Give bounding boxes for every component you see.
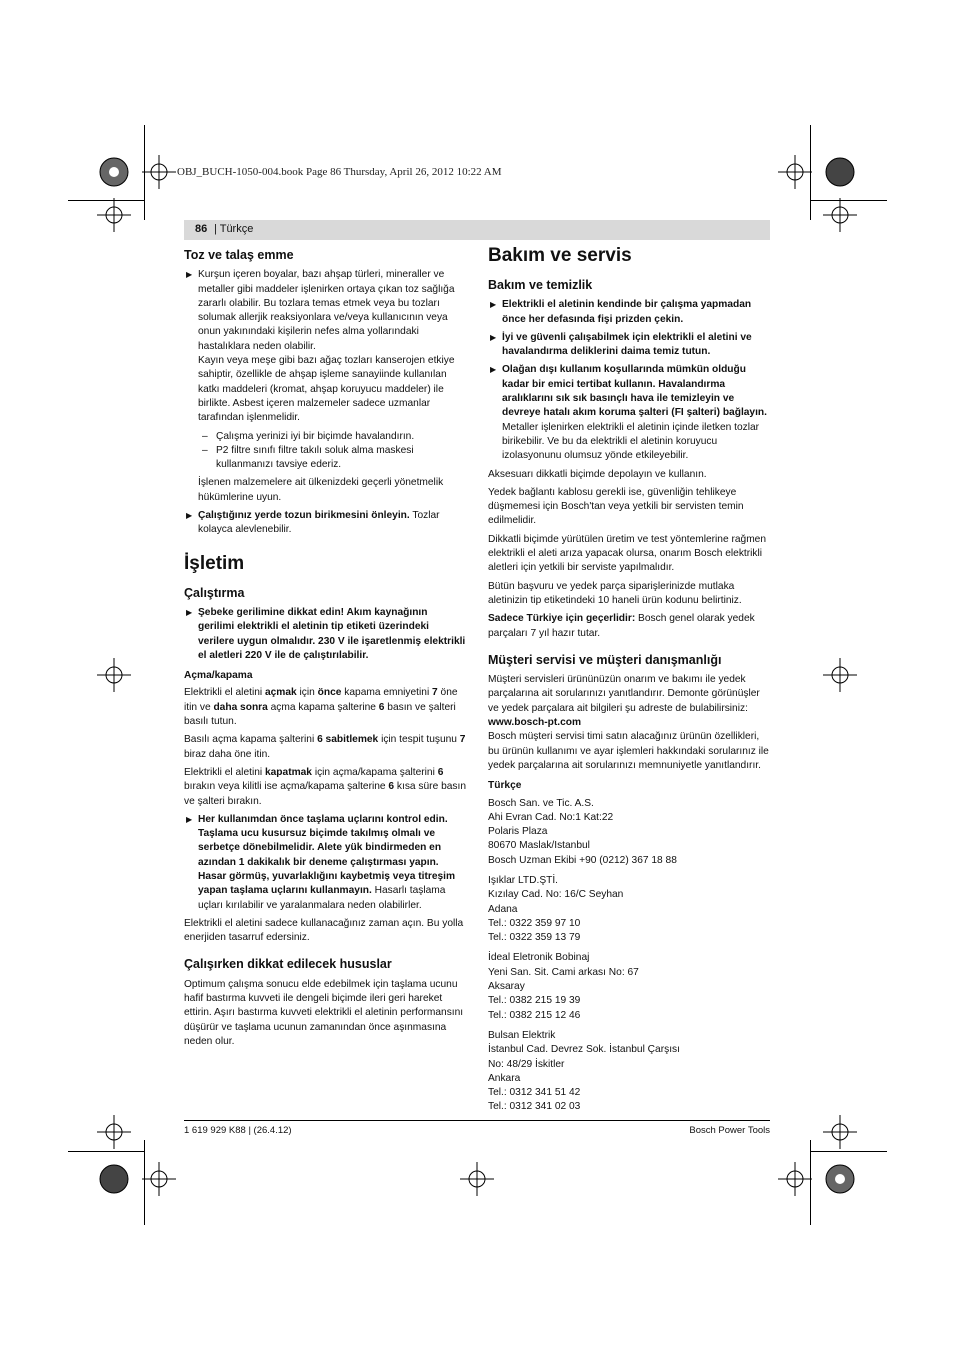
dash-text: P2 filtre sınıfı filtre takılı soluk alma maskesi kullanmanızı tavsiye ederiz. xyxy=(216,444,414,471)
care-p5-text: Bosch genel olarak yedek parçaları 7 yıl hazır tutar. xyxy=(488,613,755,639)
bullet-bold: Her kullanımdan önce taşlama uçlarını kontrol edin. Taşlama ucu kusursuz biçimde takılmış olmalı ve serbetçe dönebilmelidir. Alete yük bindirmeden en azından 1 dakikalık bir deneme çalıştırması yapın. Hasar görmüş, yuvarlaklığını kaybetmiş veya titreşim yapan taşlama uçlarını kullanmayın. xyxy=(198,813,456,897)
left-column xyxy=(184,248,466,1053)
address-line: 80670 Maslak/Istanbul xyxy=(488,840,590,852)
bullet-bold: Olağan dışı kullanım koşullarında mümkün olduğu kadar bir emici tertibat kullanın. Havalandırma aralıklarını sık sık basınçlı hava ile temizleyin ve devreye hatalı akım koruma şalteri (FI şalteri) bağlayın. xyxy=(502,364,767,419)
bullet-item xyxy=(184,509,466,538)
triangle-bullet-icon: ▶ xyxy=(490,332,497,342)
triangle-bullet-icon: ▶ xyxy=(186,814,193,824)
address-line: Işıklar LTD.ŞTİ. xyxy=(488,874,558,886)
file-info-line: OBJ_BUCH-1050-004.book Page 86 Thursday, April 26, 2012 10:22 AM xyxy=(177,166,502,178)
language-label: Türkçe xyxy=(219,223,254,235)
address-line: Tel.: 0322 359 13 79 xyxy=(488,932,581,944)
dust-p2: Kayın veya meşe gibi bazı ağaç tozları kanserojen etkiye sahiptir, özellikle de ahşap işleme sanayiinde kullanılan katkı maddeleri (kromat, ahşap koruyucu maddeler) ile birlikte. Asbest içeren malzemeler sadece uzmanlar tarafından işlenmelidir. xyxy=(198,355,455,424)
bullet-bold: Elektrikli el aletinin kendinde bir çalışma yapmadan önce her defasında fişi prizden çekin. xyxy=(502,299,752,325)
dash-item: – Çalışma yerinizi iyi bir biçimde havalandırın. xyxy=(202,430,415,442)
address-line: Aksaray xyxy=(488,981,525,993)
bullet-item xyxy=(488,363,770,463)
bullet-bold: Şebeke gerilimine dikkat edin! Akım kaynağının gerilimi elektrikli el aletinin tip etiketi üzerindeki verilere uygun olmalıdır. 230 V ile işaretlenmiş elektrikli el aletleri 220 V ile de çalıştırılabilir. xyxy=(198,606,466,661)
onoff-p1: Elektrikli el aletini açmak için önce kapama emniyetini 7 öne itin ve daha sonra açma kapama şalterine 6 basın ve şalteri basılı tutun. xyxy=(184,687,458,728)
website-link[interactable]: www.bosch-pt.com xyxy=(488,717,582,729)
address-line: Yeni San. Sit. Cami arkası No: 67 xyxy=(488,966,639,978)
address-block xyxy=(488,874,770,945)
right-column xyxy=(488,244,770,1121)
bullet-bold: İyi ve güvenli çalışabilmek için elektrikli el aletini ve havalandırma deliklerini daima temiz tutun. xyxy=(502,331,752,358)
care-p1: Aksesuarı dikkatli biçimde depolayın ve kullanın. xyxy=(488,468,707,480)
address-line: Adana xyxy=(488,903,518,915)
address-line: Ankara xyxy=(488,1072,521,1084)
crosshair-mark xyxy=(823,658,857,692)
crosshair-mark xyxy=(97,198,131,232)
section-title-service: Bakım ve servis xyxy=(488,245,632,266)
crosshair-mark xyxy=(142,155,176,189)
registration-mark xyxy=(823,155,857,189)
address-line: Kızılay Cad. No: 16/C Seyhan xyxy=(488,889,624,901)
care-p2: Yedek bağlantı kablosu gerekli ise, güvenliğin tehlikeye düşmemesi için Bosch'tan veya yetkili bir servisten temin edilmelidir. xyxy=(488,486,744,527)
notes-title: Çalışırken dikkat edilecek hususlar xyxy=(184,957,392,972)
customer-service-title: Müşteri servisi ve müşteri danışmanlığı xyxy=(488,652,722,667)
crosshair-mark xyxy=(460,1162,494,1196)
page-number: 86 xyxy=(195,223,208,235)
triangle-bullet-icon: ▶ xyxy=(186,270,193,280)
address-block xyxy=(488,1029,770,1115)
bullet-item xyxy=(488,331,770,360)
address-line: Bulsan Elektrik xyxy=(488,1029,556,1041)
address-line: Bosch San. ve Tic. A.S. xyxy=(488,797,594,809)
bullet-text: Tozlar kolayca alevlenebilir. xyxy=(198,510,440,536)
crosshair-mark xyxy=(823,1115,857,1149)
registration-mark xyxy=(97,1162,131,1196)
footer-rule xyxy=(184,1120,770,1121)
page-language: | Türkçe xyxy=(214,223,254,235)
address-line: Polaris Plaza xyxy=(488,826,548,838)
care-p3: Dikkatli biçimde yürütülen üretim ve test yöntemlerine rağmen elektrikli el aleti arıza yapacak olursa, onarım Bosch elektrikli aletleri için yetkili bir serviste yapılmalıdır. xyxy=(488,533,767,574)
bullet-item xyxy=(488,298,770,327)
address-line: İdeal Eletronik Bobinaj xyxy=(488,952,590,964)
bullet-text: Metaller işlenirken elektrikli el aletinin içinde iletken tozlar birikebilir. Ve bu da elektrikli el aletinin koruyucu izolasyonunu olumsuz yönde etkileyebilir. xyxy=(502,421,760,462)
address-line: Tel.: 0312 341 02 03 xyxy=(488,1101,581,1113)
cs-p1-text: Müşteri servisleri ürününüzün onarım ve bakımı ile yedek parçalarına ait sorularınızı yanıtlandırır. Demonte görünüşler ve yedek parçalara ait bilgileri şu adreste de bulabilirsiniz: xyxy=(488,674,760,714)
cs-p1 xyxy=(488,673,770,716)
registration-mark xyxy=(823,1162,857,1196)
address-line: Tel.: 0312 341 51 42 xyxy=(488,1087,581,1099)
cs-p2: Bosch müşteri servisi timi satın alacağınız ürünün özellikleri, bu ürünün kullanımı ve ayar işlemleri hakkındaki sorularınız ile yedek parçalarına ait sorularınızı memnuniyetle yanıtlandırır. xyxy=(488,731,769,771)
address-line: Tel.: 0382 215 12 46 xyxy=(488,1009,581,1021)
triangle-bullet-icon: ▶ xyxy=(186,607,193,617)
address-line: İstanbul Cad. Devrez Sok. İstanbul Çarşısı xyxy=(488,1044,680,1056)
bullet-bold: Çalıştığınız yerde tozun birikmesini önleyin. xyxy=(198,510,410,522)
crosshair-mark xyxy=(778,1162,812,1196)
registration-mark xyxy=(97,155,131,189)
address-line: Bosch Uzman Ekibi +90 (0212) 367 18 88 xyxy=(488,854,677,866)
dust-p3: İşlenen malzemelere ait ülkenizdeki geçerli yönetmelik hükümlerine uyun. xyxy=(198,477,444,503)
crosshair-mark xyxy=(823,198,857,232)
address-line: Tel.: 0322 359 97 10 xyxy=(488,917,581,929)
dash-item: – P2 filtre sınıfı filtre takılı soluk alma maskesi kullanmanızı tavsiye ederiz. xyxy=(202,444,414,471)
address-list xyxy=(488,797,770,1115)
bullet-item xyxy=(184,813,466,913)
care-p5 xyxy=(488,612,770,641)
crosshair-mark xyxy=(778,155,812,189)
address-block xyxy=(488,951,770,1022)
page-header-bar xyxy=(184,220,770,240)
care-p4: Bütün başvuru ve yedek parça siparişlerinizde mutlaka aletinizin tip etiketindeki 10 haneli ürün kodunu belirtiniz. xyxy=(488,580,742,606)
triangle-bullet-icon: ▶ xyxy=(186,511,193,521)
onoff-p3: Elektrikli el aletini kapatmak için açma/kapama şalterini 6 bırakın veya kilitli ise açma/kapama şalterine 6 kısa süre basın ve şalteri bırakın. xyxy=(184,766,466,807)
onoff-title: Açma/kapama xyxy=(184,670,253,682)
onoff-p2: Basılı açma kapama şalterini 6 sabitlemek için tespit tuşunu 7 biraz daha öne itin. xyxy=(184,734,466,760)
dust-p1: Kurşun içeren boyalar, bazı ahşap türleri, mineraller ve metaller gibi maddeler işlenirken ortaya çıkan toz sağlığa zararlı olabilir. Bu tozlara temas etmek veya bu tozları solumak allerjik reaksiyonlara ve/veya kullanıcının veya onun yakınındaki kişilerin nefes alma yollarındaki hastalıklara neden olabilir. xyxy=(198,269,455,352)
crop-mark xyxy=(68,1151,144,1152)
bullet-item xyxy=(184,606,466,663)
care-title: Bakım ve temizlik xyxy=(488,278,593,292)
crosshair-mark xyxy=(142,1162,176,1196)
section-title-operation: İşletim xyxy=(184,552,245,574)
footer-code: 1 619 929 K88 | (26.4.12) xyxy=(184,1125,292,1136)
care-p5-bold: Sadece Türkiye için geçerlidir: xyxy=(488,613,636,625)
crosshair-mark xyxy=(97,658,131,692)
dust-title: Toz ve talaş emme xyxy=(184,248,294,262)
address-line: No: 48/29 İskitler xyxy=(488,1058,565,1070)
footer-brand: Bosch Power Tools xyxy=(689,1125,770,1136)
address-block xyxy=(488,797,770,868)
address-line: Ahi Evran Cad. No:1 Kat:22 xyxy=(488,811,614,823)
crosshair-mark xyxy=(97,1115,131,1149)
dash-text: Çalışma yerinizi iyi bir biçimde havalandırın. xyxy=(216,430,415,442)
country-label: Türkçe xyxy=(488,780,522,792)
triangle-bullet-icon: ▶ xyxy=(490,300,497,310)
bullet-item xyxy=(184,268,466,425)
crop-mark xyxy=(811,1151,887,1152)
triangle-bullet-icon: ▶ xyxy=(490,365,497,375)
start-title: Çalıştırma xyxy=(184,585,245,600)
notes-p: Optimum çalışma sonucu elde edebilmek için taşlama ucunu hafif bastırma kuvveti ile dengeli biçimde ileri geri hareket ettirin. Aşırı bastırma kuvveti elektrikli el aletinin performansını düşürür ve taşlama ucunun zamanından önce aşınmasına neden olur. xyxy=(184,978,464,1047)
bullet-text: Hasarlı taşlama uçları kırılabilir ve yaralanmalara neden olabilirler. xyxy=(198,885,446,911)
energy-p: Elektrikli el aletini sadece kullanacağınız zaman açın. Bu yolla enerjiden tasarruf edersiniz. xyxy=(184,917,464,944)
address-line: Tel.: 0382 215 19 39 xyxy=(488,995,581,1007)
